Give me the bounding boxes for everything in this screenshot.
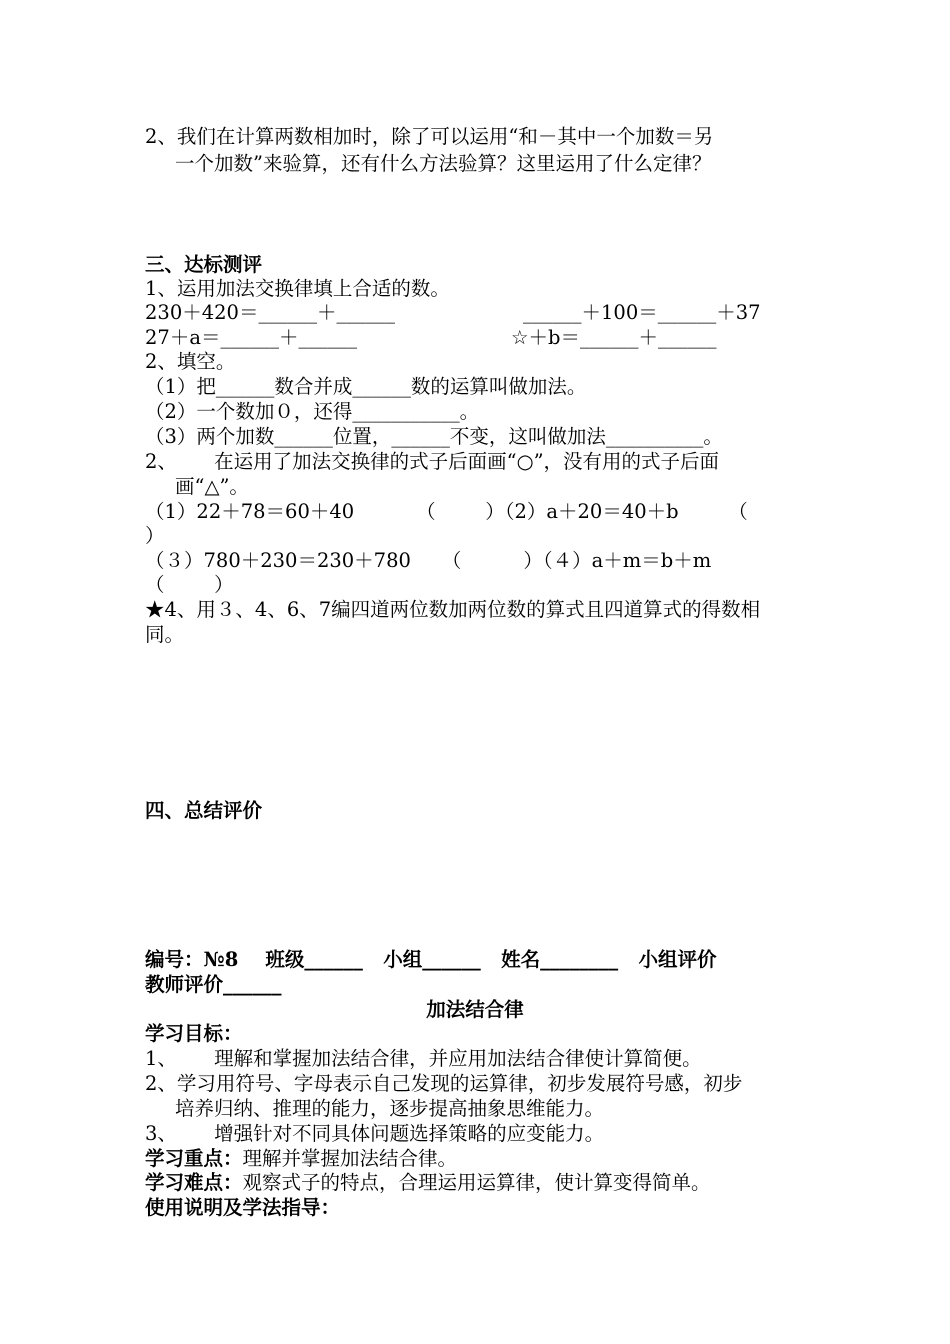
section-3-title: 三、达标测评 (145, 253, 263, 276)
test-3-item-1-cont: ） (145, 524, 165, 547)
difficulty-text: 观察式子的特点，合理运用运算律，使计算变得简单。 (242, 1171, 711, 1194)
goal-1: 1、 理解和掌握加法结合律，并应用加法结合律使计算简便。 (145, 1047, 702, 1070)
test-2-item-1: （1）把______数合并成______数的运算叫做加法。 (145, 375, 587, 398)
key-point-text: 理解并掌握加法结合律。 (242, 1147, 458, 1170)
test-1-item-d: ☆＋b＝______＋______ (511, 326, 717, 349)
goal-2-line-1: 2、学习用符号、字母表示自己发现的运算律，初步发展符号感，初步 (145, 1072, 743, 1095)
goals-title: 学习目标： (145, 1022, 243, 1045)
lesson-title: 加法结合律 (426, 998, 524, 1021)
key-point (145, 1146, 457, 1171)
guide-title: 使用说明及学法指导： (145, 1196, 341, 1219)
test-3-item-2: （３）780＋230＝230＋780 （ ）（４）a＋m＝b＋m (145, 549, 712, 572)
test-3-item-1: （1）22＋78＝60＋40 （ ）（2）a＋20＝40＋b （ (145, 500, 748, 523)
test-1-item-a: 230＋420＝______＋______ (145, 301, 395, 324)
test-1-item-b: ______＋100＝______＋37 (523, 301, 761, 324)
test-4-line-2: 同。 (145, 623, 185, 646)
q2-line-2: 一个加数”来验算，还有什么方法验算？这里运用了什么定律？ (175, 152, 712, 175)
test-1-item-c: 27＋a＝______＋______ (145, 326, 357, 349)
worksheet-header-line-1: 编号：№8 班级______ 小组______ 姓名________ 小组评价 (145, 948, 717, 971)
test-2-prompt: 2、填空。 (145, 350, 236, 373)
test-3-prompt-line-1: 2、 在运用了加法交换律的式子后面画“○”，没有用的式子后面 (145, 450, 720, 473)
goal-3: 3、 增强针对不同具体问题选择策略的应变能力。 (145, 1122, 605, 1145)
q2-line-1: 2、我们在计算两数相加时，除了可以运用“和－其中一个加数＝另 (145, 125, 714, 148)
test-4-line-1: ★4、用３、4、6、7编四道两位数加两位数的算式且四道算式的得数相 (145, 598, 761, 621)
test-3-item-2-cont: （ ） (145, 573, 234, 596)
goal-2-line-2: 培养归纳、推理的能力，逐步提高抽象思维能力。 (175, 1097, 605, 1120)
difficulty-label: 学习难点： (145, 1171, 243, 1194)
test-2-item-3: （3）两个加数______位置，______不变，这叫做加法__________。 (145, 425, 723, 448)
test-3-prompt-line-2: 画“△”。 (175, 475, 249, 498)
worksheet-header-line-2: 教师评价______ (145, 973, 282, 996)
section-4-title: 四、总结评价 (145, 799, 263, 822)
key-point-label: 学习重点： (145, 1147, 243, 1170)
test-2-item-2: （2）一个数加０，还得___________。 (145, 400, 480, 423)
test-1-prompt: 1、运用加法交换律填上合适的数。 (145, 277, 450, 300)
difficulty (145, 1170, 711, 1195)
